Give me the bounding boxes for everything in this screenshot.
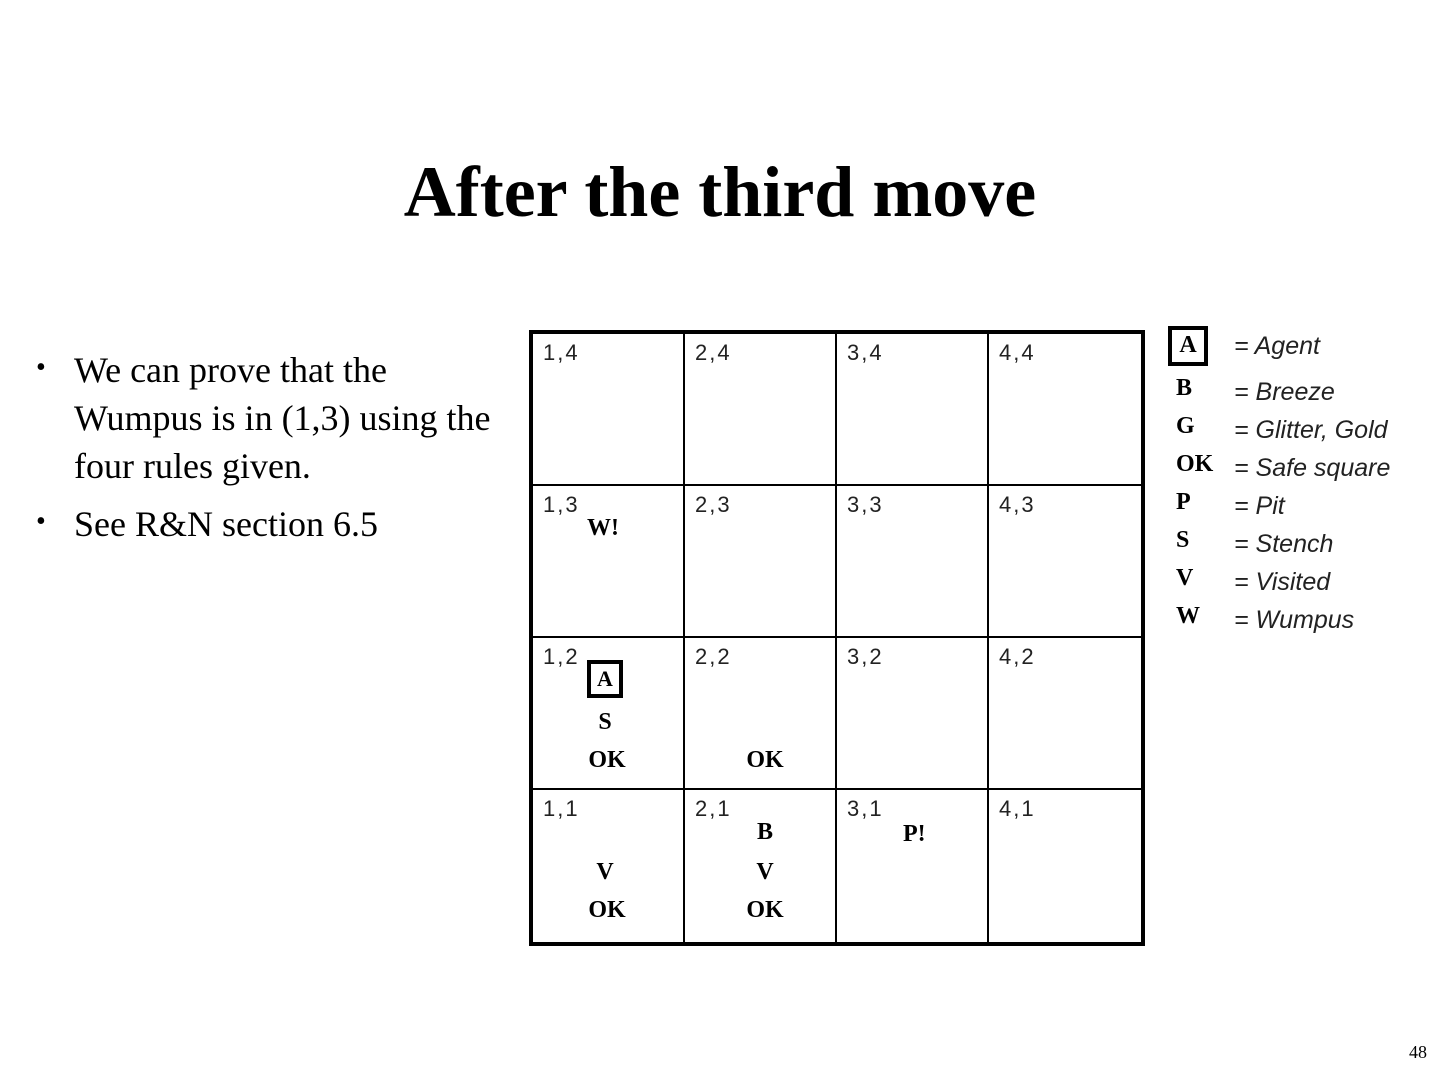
cell-coordinate: 1,4 bbox=[543, 340, 580, 365]
cell-coordinate: 2,1 bbox=[695, 796, 732, 821]
cell-coordinate: 2,2 bbox=[695, 644, 732, 669]
legend-symbol: V bbox=[1176, 565, 1194, 591]
legend-item-glitter bbox=[1168, 408, 1428, 446]
wumpus-possible-mark: W! bbox=[587, 515, 619, 541]
grid-cell-2-3 bbox=[685, 486, 837, 638]
grid-cell-3-2 bbox=[837, 638, 989, 790]
legend-item-visited bbox=[1168, 560, 1428, 598]
legend-item-pit bbox=[1168, 484, 1428, 522]
grid-cell-2-2 bbox=[685, 638, 837, 790]
cell-coordinate: 4,4 bbox=[999, 340, 1036, 365]
cell-coordinate: 3,1 bbox=[847, 796, 884, 821]
legend-description: = Agent bbox=[1234, 332, 1320, 360]
page-number: 48 bbox=[1409, 1042, 1427, 1062]
legend-description: = Glitter, Gold bbox=[1234, 416, 1388, 444]
bullet-item bbox=[36, 500, 506, 548]
cell-coordinate: 4,3 bbox=[999, 492, 1036, 517]
grid-cell-2-1 bbox=[685, 790, 837, 942]
cell-coordinate: 3,3 bbox=[847, 492, 884, 517]
bullet-dot-icon: • bbox=[36, 506, 46, 537]
legend-symbol: W bbox=[1176, 603, 1200, 629]
legend-symbol: B bbox=[1176, 375, 1193, 401]
legend bbox=[1168, 326, 1428, 636]
cell-coordinate: 2,4 bbox=[695, 340, 732, 365]
cell-coordinate: 1,1 bbox=[543, 796, 580, 821]
visited-mark: V bbox=[596, 859, 614, 885]
grid-cell-1-2 bbox=[533, 638, 685, 790]
cell-coordinate: 4,1 bbox=[999, 796, 1036, 821]
safe-mark: OK bbox=[588, 897, 626, 923]
grid-cell-1-4 bbox=[533, 334, 685, 486]
grid-cell-3-3 bbox=[837, 486, 989, 638]
grid-cell-1-3 bbox=[533, 486, 685, 638]
grid-cell-3-4 bbox=[837, 334, 989, 486]
cell-coordinate: 3,2 bbox=[847, 644, 884, 669]
legend-symbol: OK bbox=[1176, 451, 1214, 477]
cell-coordinate: 2,3 bbox=[695, 492, 732, 517]
legend-description: = Visited bbox=[1234, 568, 1331, 596]
legend-item-agent bbox=[1168, 326, 1428, 370]
visited-mark: V bbox=[756, 859, 774, 885]
legend-symbol: S bbox=[1176, 527, 1190, 553]
grid-cell-4-1 bbox=[989, 790, 1141, 942]
legend-symbol: P bbox=[1176, 489, 1191, 515]
grid-cell-3-1 bbox=[837, 790, 989, 942]
grid-cell-2-4 bbox=[685, 334, 837, 486]
cell-coordinate: 1,2 bbox=[543, 644, 580, 669]
pit-possible-mark: P! bbox=[903, 821, 926, 847]
grid-cell-4-3 bbox=[989, 486, 1141, 638]
bullet-text: See R&N section 6.5 bbox=[74, 504, 378, 544]
bullet-list bbox=[36, 346, 506, 558]
legend-symbol: G bbox=[1176, 413, 1195, 439]
legend-item-safe bbox=[1168, 446, 1428, 484]
safe-mark: OK bbox=[746, 897, 784, 923]
safe-mark: OK bbox=[746, 747, 784, 773]
legend-description: = Breeze bbox=[1234, 378, 1335, 406]
legend-description: = Safe square bbox=[1234, 454, 1391, 482]
stench-mark: S bbox=[598, 709, 612, 735]
cell-coordinate: 1,3 bbox=[543, 492, 580, 517]
grid-cell-1-1 bbox=[533, 790, 685, 942]
breeze-mark: B bbox=[756, 819, 773, 845]
grid-cell-4-4 bbox=[989, 334, 1141, 486]
bullet-item bbox=[36, 346, 506, 490]
bullet-dot-icon: • bbox=[36, 352, 46, 383]
agent-marker: A bbox=[587, 660, 623, 698]
agent-symbol-icon: A bbox=[1168, 326, 1208, 366]
bullet-text: We can prove that the Wumpus is in (1,3) using the four rules given. bbox=[74, 350, 491, 486]
slide-title: After the third move bbox=[403, 152, 1037, 232]
cell-coordinate: 3,4 bbox=[847, 340, 884, 365]
legend-description: = Stench bbox=[1234, 530, 1334, 558]
safe-mark: OK bbox=[588, 747, 626, 773]
legend-item-breeze bbox=[1168, 370, 1428, 408]
legend-item-wumpus bbox=[1168, 598, 1428, 636]
wumpus-world-grid bbox=[529, 330, 1145, 946]
cell-coordinate: 4,2 bbox=[999, 644, 1036, 669]
legend-item-stench bbox=[1168, 522, 1428, 560]
legend-description: = Pit bbox=[1234, 492, 1285, 520]
legend-description: = Wumpus bbox=[1234, 606, 1355, 634]
grid-cell-4-2 bbox=[989, 638, 1141, 790]
